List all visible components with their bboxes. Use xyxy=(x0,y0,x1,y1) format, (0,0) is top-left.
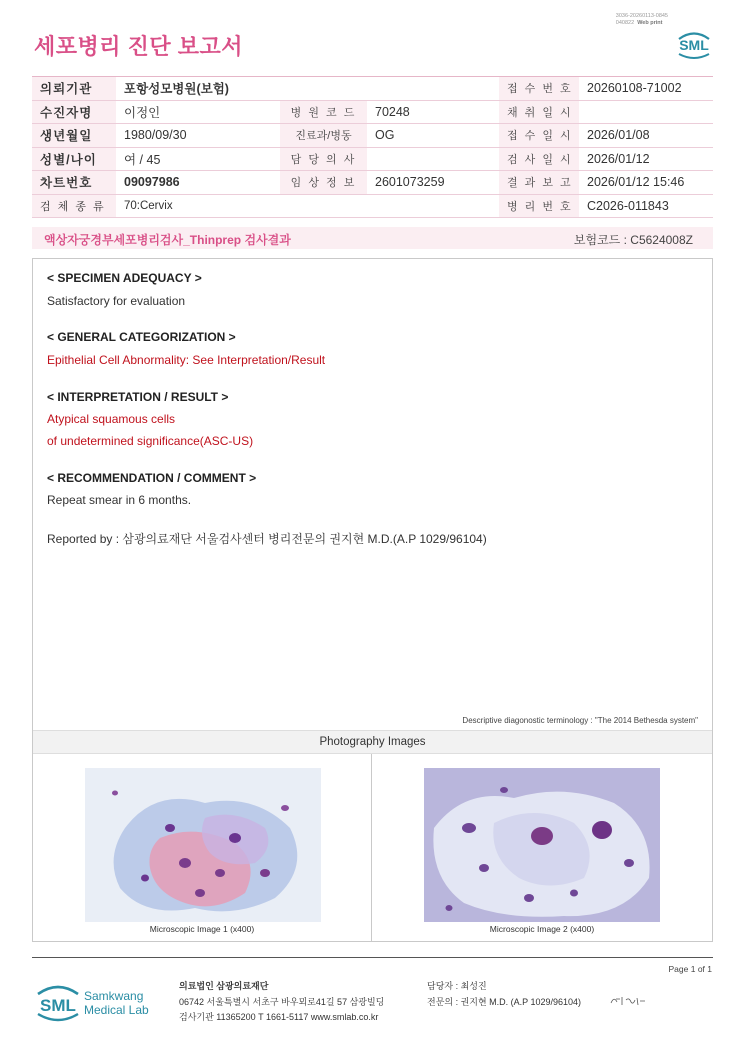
specialist: 전문의 : 권지현 M.D. (A.P 1029/96104) xyxy=(427,996,582,1007)
value-department: OG xyxy=(367,124,499,148)
photo-header: Photography Images xyxy=(33,730,712,754)
footer-staff xyxy=(427,979,581,1010)
logo-arc-top xyxy=(38,987,78,994)
footer-organization xyxy=(179,979,384,1026)
org-address: 06742 서울특별시 서초구 바우뫼로41길 57 삼광빌딩 xyxy=(179,996,385,1007)
image-2-caption: Microscopic Image 2 (x400) xyxy=(489,924,595,934)
label-test-date: 검 사 일 시 xyxy=(499,147,579,171)
info-row xyxy=(32,171,713,195)
interpretation-heading: < INTERPRETATION / RESULT > xyxy=(47,390,229,404)
info-row xyxy=(32,147,713,171)
info-row xyxy=(32,124,713,148)
label-hospital-code: 병 원 코 드 xyxy=(280,100,367,124)
page-number: Page 1 of 1 xyxy=(668,964,712,974)
recommendation-heading: < RECOMMENDATION / COMMENT > xyxy=(47,471,257,485)
value-receipt-number: 20260108-71002 xyxy=(579,77,713,101)
signature-image xyxy=(608,993,648,1009)
label-sex-age: 성별/나이 xyxy=(32,147,116,171)
info-row xyxy=(32,100,713,124)
print-meta-code: 040822 xyxy=(615,20,635,26)
sml-logo-text: SML xyxy=(679,37,709,53)
label-chart-number: 차트번호 xyxy=(32,171,116,195)
value-chart-number: 09097986 xyxy=(116,171,280,195)
photo-cell-2 xyxy=(372,754,712,942)
terminology-note: Descriptive diagonostic terminology : "The 2014 Bethesda system" xyxy=(462,716,698,725)
value-test-date: 2026/01/12 xyxy=(579,147,713,171)
photo-cell-1 xyxy=(33,754,372,942)
insurance-code: 보험코드 : C5624008Z xyxy=(573,233,693,247)
label-collection-date: 채 취 일 시 xyxy=(499,100,579,124)
microscopic-image-1 xyxy=(85,768,321,922)
label-result-report: 결 과 보 고 xyxy=(499,171,579,195)
samkwang-logo xyxy=(36,980,186,1024)
print-meta-line1: 3036-20260113-0845 xyxy=(615,13,668,19)
label-pathology-number: 병 리 번 호 xyxy=(499,194,579,218)
label-specimen-type: 검 체 종 류 xyxy=(32,194,116,218)
adequacy-heading: < SPECIMEN ADEQUACY > xyxy=(47,271,202,285)
microscopic-image-2 xyxy=(424,768,660,922)
reported-by: Reported by : 삼광의료재단 서울검사센터 병리전문의 권지현 M.D.(A.P 1029/96104) xyxy=(47,532,487,546)
page-title: 세포병리 진단 보고서 xyxy=(34,34,243,59)
image-1-caption: Microscopic Image 1 (x400) xyxy=(149,924,255,934)
label-receipt-date: 접 수 일 시 xyxy=(499,124,579,148)
value-specimen-type: 70:Cervix xyxy=(116,194,499,218)
test-name: 액상자궁경부세포병리검사_Thinprep 검사결과 xyxy=(44,233,291,247)
value-pathology-number: C2026-011843 xyxy=(579,194,713,218)
value-receipt-date: 2026/01/08 xyxy=(579,124,713,148)
logo-name-line2: Medical Lab xyxy=(84,1003,149,1017)
org-name: 의료법인 삼광의료재단 xyxy=(179,981,269,991)
info-row xyxy=(32,194,713,218)
interpretation-line1: Atypical squamous cells xyxy=(47,412,176,426)
label-birth-date: 생년월일 xyxy=(32,124,116,148)
print-meta-line2 xyxy=(616,20,668,27)
value-clinical-info: 2601073259 xyxy=(367,171,499,195)
label-patient-name: 수진자명 xyxy=(32,100,116,124)
categorization-text: Epithelial Cell Abnormality: See Interpretation/Result xyxy=(47,353,326,367)
value-collection-date xyxy=(579,100,713,124)
test-name-bar xyxy=(32,227,713,249)
label-department: 진료과/병동 xyxy=(280,124,367,148)
org-contact: 검사기관 11365200 T 1661-5117 www.smlab.co.kr xyxy=(179,1012,379,1022)
result-box xyxy=(32,258,713,942)
print-meta-web: Web print xyxy=(637,20,663,26)
label-attending-doctor: 담 당 의 사 xyxy=(280,147,367,171)
logo-name-line1: Samkwang xyxy=(84,989,144,1003)
print-meta xyxy=(616,13,668,27)
label-clinical-info: 임 상 정 보 xyxy=(280,171,367,195)
value-sex-age: 여 / 45 xyxy=(116,147,280,171)
label-requesting-institution: 의뢰기관 xyxy=(32,77,116,101)
patient-info-table xyxy=(32,76,713,218)
sml-logo-arc-bottom xyxy=(679,54,709,58)
value-attending-doctor xyxy=(367,147,499,171)
categorization-heading: < GENERAL CATEGORIZATION > xyxy=(47,330,236,344)
recommendation-text: Repeat smear in 6 months. xyxy=(47,493,192,507)
logo-mark-text: SML xyxy=(40,996,76,1015)
staff-in-charge: 담당자 : 최성진 xyxy=(427,981,487,991)
interpretation-line2: of undetermined significance(ASC-US) xyxy=(47,434,254,448)
sml-logo xyxy=(674,26,714,62)
value-result-report: 2026/01/12 15:46 xyxy=(579,171,713,195)
value-birth-date: 1980/09/30 xyxy=(116,124,280,148)
info-row xyxy=(32,77,713,101)
label-receipt-number: 접 수 번 호 xyxy=(499,77,579,101)
value-patient-name: 이정인 xyxy=(116,100,280,124)
footer-divider xyxy=(32,957,713,958)
value-requesting-institution: 포항성모병원(보험) xyxy=(116,77,499,101)
adequacy-text: Satisfactory for evaluation xyxy=(47,294,186,308)
value-hospital-code: 70248 xyxy=(367,100,499,124)
